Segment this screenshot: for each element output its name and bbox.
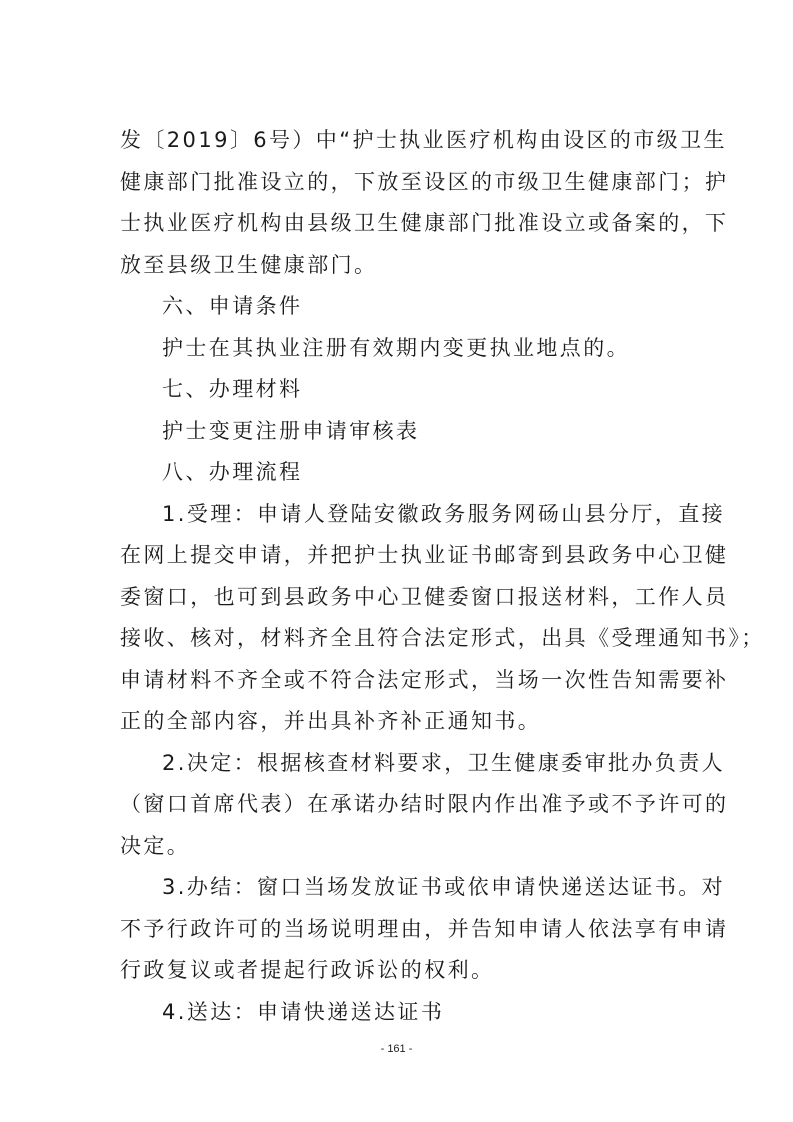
page-number: - 161 - xyxy=(380,1043,413,1055)
document-body xyxy=(120,120,765,1033)
text-line: 申请材料不齐全或不符合法定形式，当场一次性告知需要补 xyxy=(120,667,729,692)
text-line: 健康部门批准设立的，下放至设区的市级卫生健康部门；护 xyxy=(120,169,729,194)
section-heading: 六、申请条件 xyxy=(162,294,303,318)
text-line: 正的全部内容，并出具补齐补正通知书。 xyxy=(120,709,542,733)
text-line: 在网上提交申请，并把护士执业证书邮寄到县政务中心卫健 xyxy=(120,543,729,567)
text-line: 2.决定：根据核查材料要求，卫生健康委审批办负责人 xyxy=(162,750,726,775)
section-heading: 七、办理材料 xyxy=(162,377,303,401)
text-line: 不予行政许可的当场说明理由，并告知申请人依法享有申请 xyxy=(120,916,729,941)
text-line: 护士在其执业注册有效期内变更执业地点的。 xyxy=(162,335,630,360)
section-heading: 八、办理流程 xyxy=(162,460,303,484)
text-line: 接收、核对，材料齐全且符合法定形式，出具《受理通知书》； xyxy=(120,626,765,650)
text-line: 放至县级卫生健康部门。 xyxy=(120,252,378,277)
text-line: 决定。 xyxy=(120,833,191,858)
text-line: 发〔2019〕6号）中“护士执业医疗机构由设区的市级卫生 xyxy=(120,128,727,152)
text-line: 士执业医疗机构由县级卫生健康部门批准设立或备案的，下 xyxy=(120,211,729,235)
text-line: 4.送达：申请快递送达证书 xyxy=(162,999,445,1024)
text-line: 委窗口，也可到县政务中心卫健委窗口报送材料，工作人员 xyxy=(120,584,729,609)
text-line: 3.办结：窗口当场发放证书或依申请快递送达证书。对 xyxy=(162,875,726,899)
text-line: 护士变更注册申请审核表 xyxy=(162,418,420,443)
text-line: （窗口首席代表）在承诺办结时限内作出准予或不予许可的 xyxy=(120,792,729,816)
text-line: 1.受理：申请人登陆安徽政务服务网砀山县分厅，直接 xyxy=(162,501,726,526)
text-line: 行政复议或者提起行政诉讼的权利。 xyxy=(120,958,495,982)
